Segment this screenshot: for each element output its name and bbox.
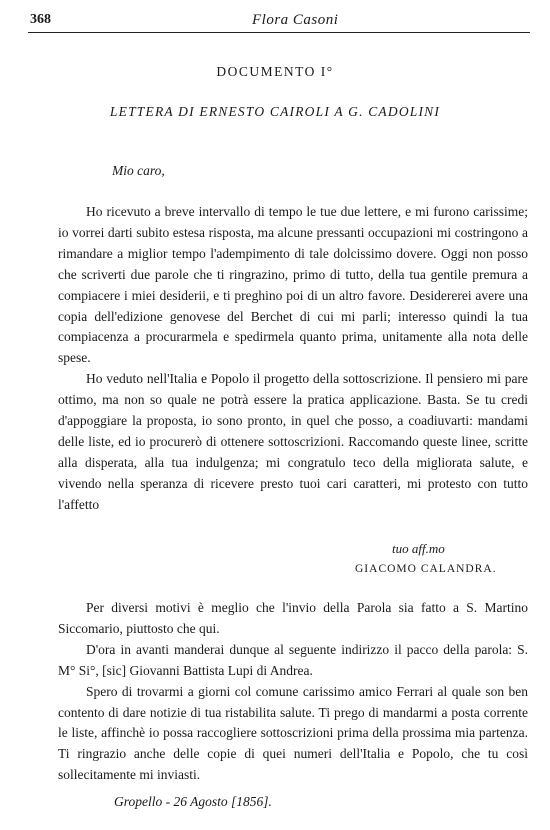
paragraph: Ho ricevuto a breve intervallo di tempo le tue due lettere, e mi furono carissime; io vorrei darti subito estesa risposta, ma alcune pressanti occupazioni mi costringono a rimandare a miglior tempo l'adempimento di tale dolcissimo dovere. Oggi non posso che scriverti due parole che ti ringrazino, primo di tutto, della tua gentile premura a compiacere i miei desiderii, e ti preghino poi di un altro favore. Desidererei avere una copia dell'edizione genovese del Berchet di cui mi parli; interesso quindi la tua compiacenza a procurarmela e spedirmela quanto prima, unitamente alla nota delle spese. — [58, 204, 528, 366]
header-rule — [28, 32, 530, 33]
letter-body — [58, 202, 528, 516]
paragraph: Ho veduto nell'Italia e Popolo il progetto della sottoscrizione. Il pensiero mi pare ottimo, ma non so quale ne potrà essere la pratica applicazione. Basta. Se tu credi d'appoggiare la proposta, io sono pronto, in quel che posso, a coadiuvarti: mandami delle liste, ed io procurerò di ottenere sottoscrizioni. Raccomando queste linee, scritte alla disperata, alla tua indulgenza; mi congratulo teco della migliorata salute, e vivendo nella speranza di ricevere presto tuoi cari caratteri, mi protesto con tutto l'affetto — [58, 371, 528, 512]
postscript-body — [58, 598, 528, 786]
document-title: DOCUMENTO I° — [216, 64, 334, 79]
letter-closing: tuo aff.mo — [392, 541, 445, 556]
paragraph: D'ora in avanti manderai dunque al seguente indirizzo il pacco della parola: S. M° Si°, [sic] Giovanni Battista Lupi di Andrea. — [58, 641, 528, 678]
paragraph: Per diversi motivi è meglio che l'invio della Parola sia fatto a S. Martino Siccomario, piuttosto che qui. — [58, 600, 528, 636]
paragraph: Spero di trovarmi a giorni col comune carissimo amico Ferrari al quale son ben contento di dare notizie di tua ristabilita salute. Ti prego di mandarmi a posta corrente le liste, affinchè io possa raccogliere sottoscrizioni prima della prossima mia partenza. Ti ringrazio anche delle copie di quei numeri dell'Italia e Popolo, che tu così sollecitamente mi inviasti. — [58, 683, 528, 783]
running-head: Flora Casoni — [252, 12, 339, 28]
running-header — [30, 10, 528, 34]
letter-signature: GIACOMO CALANDRA. — [355, 563, 497, 575]
document-subtitle: LETTERA DI ERNESTO CAIROLI A G. CADOLINI — [109, 104, 441, 119]
dateline: Gropello - 26 Agosto [1856]. — [114, 794, 272, 809]
page-number: 368 — [30, 12, 51, 27]
letter-salutation: Mio caro, — [112, 163, 165, 178]
